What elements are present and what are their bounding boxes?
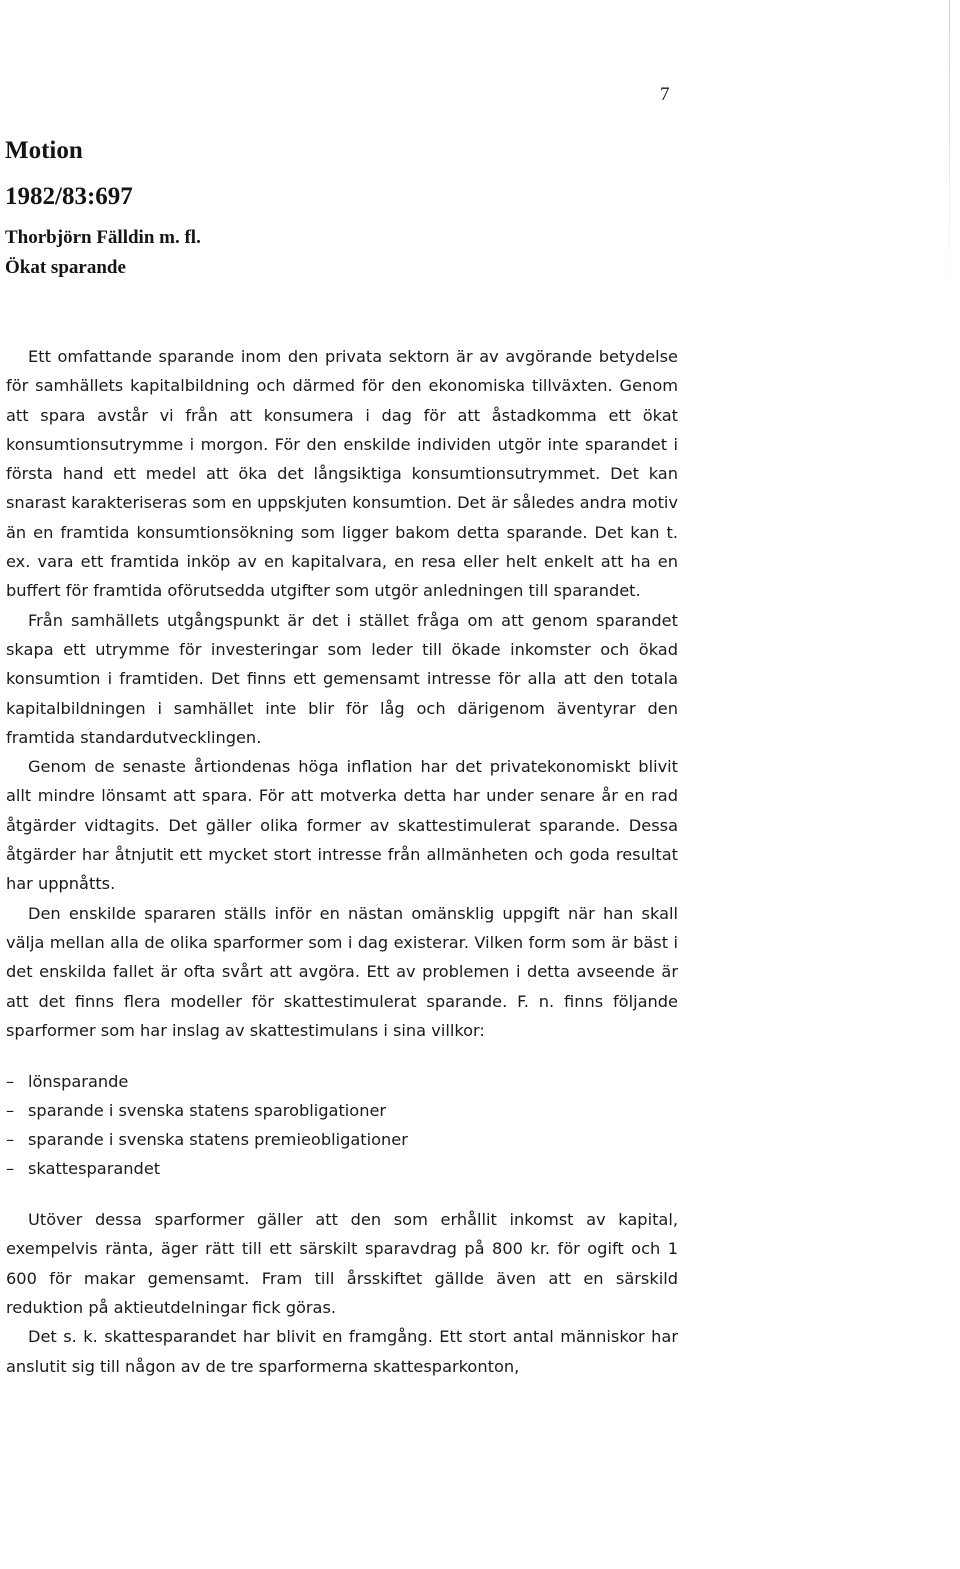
paragraph-3: Genom de senaste årtiondenas höga inflation har det privatekonomiskt blivit allt mindre lönsamt att spara. För att motverka detta har under senare år en rad åtgärder vidtagits. Det gäller olika former av skattestimulerat sparande. Dessa åtgärder har åtnjutit ett mycket stort intresse från allmänheten och goda resultat har uppnåtts. xyxy=(6,757,678,894)
paragraph-5: Utöver dessa sparformer gäller att den som erhållit inkomst av kapital, exempelvis ränta, äger rätt till ett särskilt sparavdrag på 800 kr. för ogift och 1 600 för makar gemensamt. Fram till årsskiftet gällde även att en särskild reduktion på aktieutdelningar fick göras. xyxy=(6,1210,678,1318)
list-item-text: sparande i svenska statens premieobligationer xyxy=(28,1130,408,1150)
paragraph-1: Ett omfattande sparande inom den privata sektorn är av avgörande betydelse för samhällets kapitalbildning och därmed för den ekonomiska tillväxten. Genom att spara avstår vi från att konsumera i dag för att åstadkomma ett ökat konsumtionsutrymme i morgon. För den enskilde individen utgör inte sparandet i första hand ett medel att öka det långsiktiga konsumtionsutrymmet. Det kan snarast karakteriseras som en uppskjuten konsumtion. Det är således andra motiv än en framtida konsumtionsökning som ligger bakom detta sparande. Det kan t. ex. vara ett framtida inköp av en kapitalvara, en resa eller helt enkelt att ha en buffert för framtida oförutsedda utgifter som utgör anledningen till sparandet. xyxy=(6,347,678,601)
paragraph-6: Det s. k. skattesparandet har blivit en framgång. Ett stort antal människor har anslutit sig till någon av de tre sparformerna skattesparkonton, xyxy=(6,1327,678,1376)
page-edge-shadow xyxy=(949,0,950,300)
motion-number: 1982/83:697 xyxy=(5,183,133,210)
list-dash: – xyxy=(6,1072,15,1092)
list-item xyxy=(6,1154,678,1183)
list-item xyxy=(6,1067,678,1096)
list-dash: – xyxy=(6,1159,15,1179)
list-dash: – xyxy=(6,1130,15,1150)
document-body xyxy=(6,342,678,1381)
page-number: 7 xyxy=(660,84,670,105)
list-item-text: lönsparande xyxy=(28,1072,129,1092)
document-header xyxy=(5,136,201,280)
authors: Thorbjörn Fälldin m. fl. xyxy=(5,227,201,248)
savings-forms-list xyxy=(6,1067,678,1183)
list-item xyxy=(6,1096,678,1125)
motion-label: Motion xyxy=(5,137,83,164)
list-item-text: skattesparandet xyxy=(28,1159,161,1179)
subject-title: Ökat sparande xyxy=(5,257,126,278)
paragraph-4: Den enskilde spararen ställs inför en nästan omänsklig uppgift när han skall välja mellan alla de olika sparformer som i dag existerar. Vilken form som är bäst i det enskilda fallet är ofta svårt att avgöra. Ett av problemen i detta avseende är att det finns flera modeller för skattestimulerat sparande. F. n. finns följande sparformer som har inslag av skattestimulans i sina villkor: xyxy=(6,903,678,1040)
list-item xyxy=(6,1125,678,1154)
list-dash: – xyxy=(6,1101,15,1121)
paragraph-2: Från samhällets utgångspunkt är det i stället fråga om att genom sparandet skapa ett utrymme för investeringar som leder till ökade inkomster och ökad konsumtion i framtiden. Det finns ett gemensamt intresse för alla att den totala kapitalbildningen i samhället inte blir för låg och därigenom äventyrar den framtida standardutvecklingen. xyxy=(6,610,678,747)
list-item-text: sparande i svenska statens sparobligationer xyxy=(28,1101,387,1121)
